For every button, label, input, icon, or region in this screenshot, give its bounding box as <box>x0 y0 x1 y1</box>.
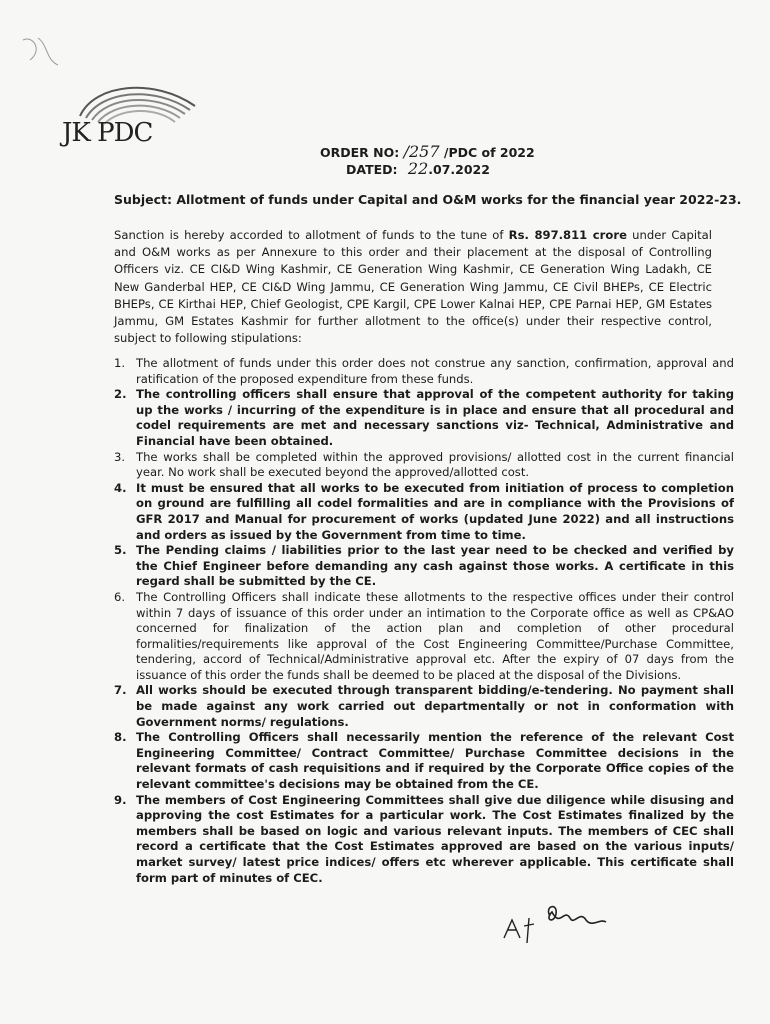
condition-item <box>114 543 734 590</box>
condition-item <box>114 730 734 792</box>
condition-text: The Controlling Officers shall indicate these allotments to the respective offices under their control within 7 days of issuance of this order under an intimation to the Corporate office as well as CP&AO concerned for finalization of the action plan and completion of other procedural formalities/requirements like approval of the Cost Engineering Committee/Purchase Committee, tendering, accord of Technical/Administrative approval etc. After the expiry of 07 days from the issuance of this order the funds shall be deemed to be placed at the disposal of the Divisions. <box>136 589 734 682</box>
condition-item <box>114 356 734 387</box>
condition-number: 2. <box>114 387 127 402</box>
condition-text: The members of Cost Engineering Committees shall give due diligence while disusing and approving the cost Estimates for a particular work. The Cost Estimates finalized by the members shall be based on logic and various relevant inputs. The members of CEC shall record a certificate that the Cost Estimates approved are based on the various inputs/ market survey/ latest price indices/ offers etc wherever applicable. This certificate shall form part of minutes of CEC. <box>136 792 734 885</box>
condition-text: The Pending claims / liabilities prior to the last year need to be checked and verified by the Chief Engineer before demanding any cash against those works. A certificate in this regard shall be submitted by the CE. <box>136 543 734 589</box>
condition-item <box>114 480 734 543</box>
condition-number: 9. <box>114 792 127 807</box>
condition-text: It must be ensured that all works to be executed from initiation of process to completion on ground are fulfilling all codel formalities and are in compliance with the Provisions of GFR 2017 and Manual for procurement of works (updated June 2022) and all instructions and orders as issued by the Government from time to time. <box>136 480 734 542</box>
dated-line <box>320 161 535 178</box>
condition-number: 4. <box>114 480 127 495</box>
condition-text: The controlling officers shall ensure that approval of the competent authority for taking up the works / incurring of the expenditure is in place and ensure that all procedural and codel requirements are met and necessary sanctions viz- Technical, Administrative and Financial have been obtained. <box>136 387 734 448</box>
condition-number: 8. <box>114 730 127 745</box>
condition-item <box>114 387 734 449</box>
logo-text: JK PDC <box>62 118 153 148</box>
order-block <box>320 144 535 178</box>
order-no-suffix: /PDC of 2022 <box>443 145 535 160</box>
condition-item <box>114 449 734 481</box>
handwritten-signature-icon <box>500 898 610 948</box>
condition-item <box>114 683 734 730</box>
condition-number: 7. <box>114 683 127 698</box>
order-no-value: /257 <box>403 142 440 161</box>
condition-number: 1. <box>114 356 126 370</box>
condition-item <box>114 792 734 887</box>
corner-pen-mark <box>18 30 78 80</box>
condition-text: The Controlling Officers shall necessarily mention the reference of the relevant Cost Engineering Committee/ Contract Committee/ Purchase Committee decisions in the relevant formats of cash requisitions and if required by the Corporate Office copies of the relevant committee's decisions may be obtained from the CE. <box>136 730 734 792</box>
intro-amount: Rs. 897.811 crore <box>508 228 627 242</box>
condition-item <box>114 589 734 684</box>
dated-suffix: .07.2022 <box>428 162 490 177</box>
condition-number: 5. <box>114 543 127 558</box>
dated-day: 22 <box>407 159 429 178</box>
dated-label: DATED: <box>346 162 398 177</box>
conditions-list <box>114 356 734 886</box>
condition-text: The works shall be completed within the approved provisions/ allotted cost in the current financial year. No work shall be executed beyond the approved/allotted cost. <box>136 449 734 480</box>
intro-paragraph <box>114 227 712 347</box>
condition-text: The allotment of funds under this order does not construe any sanction, confirmation, approval and ratification of the proposed expenditure from these funds. <box>136 356 734 386</box>
condition-text: All works should be executed through transparent bidding/e-tendering. No payment shall be made against any work carried out departmentally or not in conformation with Government norms/ regulations. <box>136 683 734 729</box>
intro-part1: Sanction is hereby accorded to allotment of funds to the tune of <box>114 228 509 242</box>
subject-line: Subject: Allotment of funds under Capital and O&M works for the financial year 2022-23. <box>114 192 742 207</box>
condition-number: 3. <box>114 449 126 464</box>
order-no-label: ORDER NO: <box>320 145 400 160</box>
intro-part2: under Capital and O&M works as per Annexure to this order and their placement at the disposal of Controlling Officers viz. CE CI&D Wing Kashmir, CE Generation Wing Kashmir, CE Generation Wing Ladakh, CE New Ganderbal HEP, CE CI&D Wing Jammu, CE Generation Wing Jammu, CE Civil BHEPs, CE Electric BHEPs, CE Kirthai HEP, Chief Geologist, CPE Kargil, CPE Lower Kalnai HEP, CPE Parnai HEP, GM Estates Jammu, GM Estates Kashmir for further allotment to the office(s) under their respective control, subject to following stipulations: <box>114 228 712 346</box>
condition-number: 6. <box>114 589 126 604</box>
